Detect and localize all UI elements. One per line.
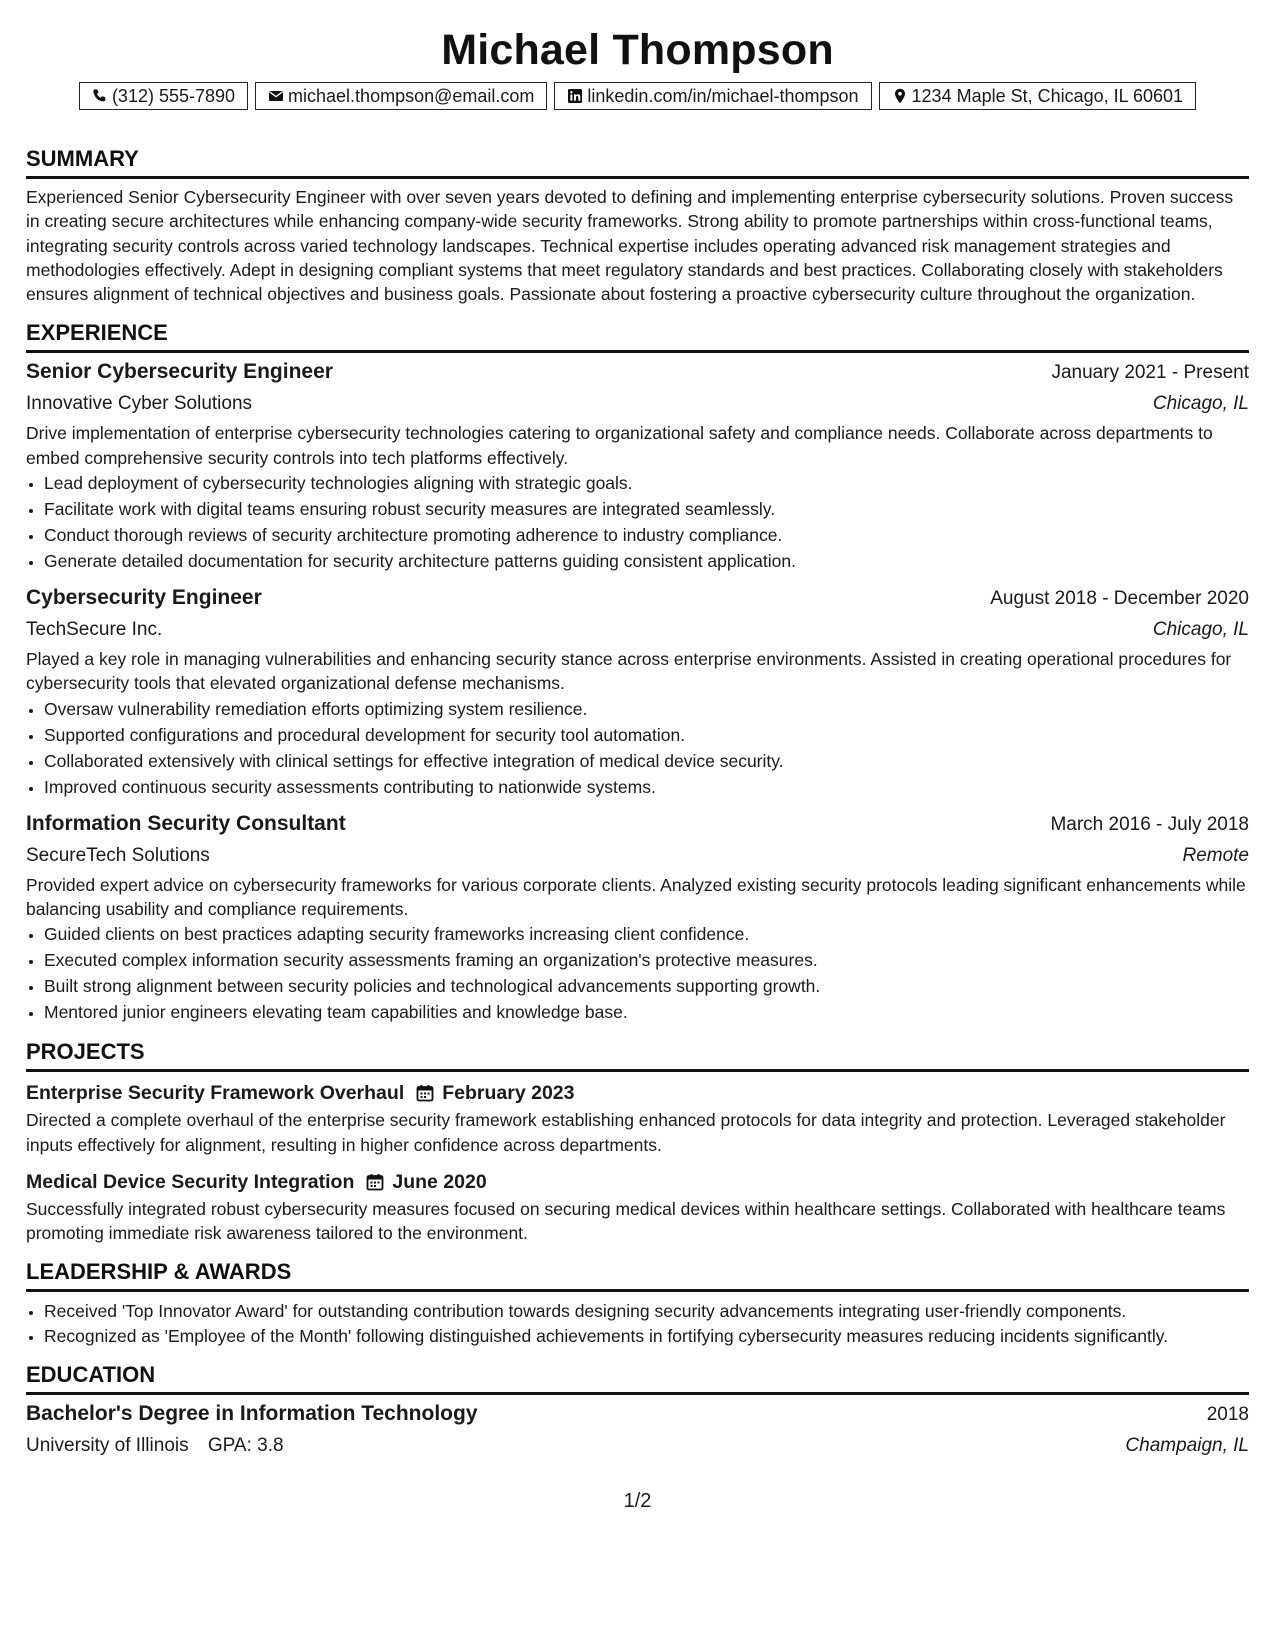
list-item: • Built strong alignment between security policies and technological advancements supporting growth. (44, 973, 1249, 999)
job-description: Drive implementation of enterprise cybersecurity technologies catering to organizational safety and compliance needs. Collaborate across departments to embed comprehensive security controls into tech platforms effectively. (26, 423, 1213, 468)
project-date: February 2023 (442, 1082, 575, 1105)
job-bullets (26, 921, 1249, 1025)
calendar-icon (366, 1173, 384, 1191)
list-item: • Collaborated extensively with clinical settings for effective integration of medical device security. (44, 748, 1249, 774)
address-text: 1234 Maple St, Chicago, IL 60601 (911, 85, 1184, 106)
list-item: • Facilitate work with digital teams ensuring robust security measures are integrated seamlessly. (44, 496, 1249, 522)
project-name: Medical Device Security Integration (26, 1170, 355, 1193)
phone-text: (312) 555-7890 (111, 85, 236, 106)
projects-heading: PROJECTS (26, 1039, 1249, 1072)
list-item: • Supported configurations and procedural development for security tool automation. (44, 722, 1249, 748)
phone-contact[interactable] (79, 82, 248, 110)
graduation-year: 2018 (1206, 1404, 1249, 1426)
education-section (26, 1362, 1249, 1461)
summary-section (26, 146, 1249, 306)
list-item: • Executed complex information security assessments framing an organization's protective measures. (44, 947, 1249, 973)
experience-section (26, 320, 1249, 1025)
map-marker-icon (892, 88, 908, 104)
summary-heading: SUMMARY (26, 146, 1249, 179)
school-name: University of Illinois (26, 1435, 189, 1457)
job-title: Cybersecurity Engineer (26, 586, 262, 610)
job-entry (26, 357, 1249, 574)
gpa: GPA: 3.8 (207, 1435, 284, 1457)
summary-text: Experienced Senior Cybersecurity Engineer with over seven years devoted to defining and implementing enterprise cybersecurity solutions. Proven success in creating secure architectures while enhancing company-wide security frameworks. Strong ability to promote partnerships within cross-functional teams, integrating security controls across varied technology landscapes. Technical expertise includes operating advanced risk management strategies and methodologies effectively. Adept in designing compliant systems that meet regulatory standards and best practices. Collaborating closely with stakeholders ensures alignment of technical objectives and business goals. Passionate about fostering a proactive cybersecurity culture throughout the organization. (26, 187, 1234, 305)
linkedin-icon (567, 88, 583, 104)
awards-list (26, 1298, 1249, 1348)
job-bullets (26, 696, 1249, 800)
job-entry (26, 809, 1249, 1026)
job-dates: January 2021 - Present (1051, 362, 1249, 384)
project-date: June 2020 (392, 1170, 487, 1193)
project-description: Directed a complete overhaul of the enterprise security framework establishing enhanced protocols for data integrity and protection. Leveraged stakeholder inputs effectively for alignment, resulting in higher confidence across departments. (26, 1110, 1226, 1155)
email-contact[interactable] (255, 82, 547, 110)
list-item: • Recognized as 'Employee of the Month' following distinguished achievements in fortifying cybersecurity measures reducing incidents significantly. (44, 1324, 1249, 1348)
phone-icon (92, 88, 108, 104)
job-location: Chicago, IL (1152, 393, 1249, 415)
experience-heading: EXPERIENCE (26, 320, 1249, 353)
list-item: • Oversaw vulnerability remediation efforts optimizing system resilience. (44, 696, 1249, 722)
job-location: Chicago, IL (1152, 619, 1249, 641)
project-description: Successfully integrated robust cybersecurity measures focused on securing medical devices within healthcare settings. Collaborated with healthcare teams promoting immediate risk awareness tailored to the environment. (26, 1198, 1226, 1244)
projects-section (26, 1039, 1249, 1245)
job-title: Senior Cybersecurity Engineer (26, 360, 333, 384)
email-text: michael.thompson@email.com (288, 85, 535, 106)
project-name: Enterprise Security Framework Overhaul (26, 1082, 405, 1105)
linkedin-contact[interactable] (554, 82, 871, 110)
linkedin-text: linkedin.com/in/michael-thompson (587, 85, 859, 106)
job-location: Remote (1182, 844, 1249, 866)
job-dates: March 2016 - July 2018 (1050, 813, 1249, 835)
page-number: 1/2 (623, 1490, 652, 1512)
job-entry (26, 583, 1249, 800)
job-bullets (26, 470, 1249, 574)
calendar-icon (416, 1084, 434, 1102)
envelope-icon (268, 88, 284, 104)
candidate-name: Michael Thompson (441, 26, 834, 74)
list-item: • Lead deployment of cybersecurity technologies aligning with strategic goals. (44, 470, 1249, 496)
degree-title: Bachelor's Degree in Information Technology (26, 1402, 478, 1426)
project-entry (26, 1078, 1249, 1157)
list-item: • Received 'Top Innovator Award' for outstanding contribution towards designing security advancements integrating user-friendly components. (44, 1298, 1249, 1324)
job-description: Provided expert advice on cybersecurity frameworks for various corporate clients. Analyzed existing security protocols leading significant enhancements while balancing usability and compliance requirements. (26, 874, 1246, 919)
list-item: • Conduct thorough reviews of security architecture promoting adherence to industry compliance. (44, 522, 1249, 548)
job-title: Information Security Consultant (26, 811, 346, 835)
list-item: • Guided clients on best practices adapting security frameworks increasing client confidence. (44, 921, 1249, 947)
leadership-heading: LEADERSHIP & AWARDS (26, 1259, 1249, 1292)
job-company: Innovative Cyber Solutions (26, 393, 253, 415)
job-company: TechSecure Inc. (26, 619, 163, 641)
project-entry (26, 1167, 1249, 1246)
contact-bar (26, 82, 1249, 110)
school-location: Champaign, IL (1125, 1435, 1249, 1457)
education-heading: EDUCATION (26, 1362, 1249, 1395)
list-item: • Improved continuous security assessments contributing to nationwide systems. (44, 774, 1249, 800)
job-company: SecureTech Solutions (26, 844, 210, 866)
list-item: • Mentored junior engineers elevating team capabilities and knowledge base. (44, 999, 1249, 1025)
leadership-section (26, 1259, 1249, 1348)
job-description: Played a key role in managing vulnerabilities and enhancing security stance across enterprise environments. Assisted in creating operational procedures for cybersecurity tools that elevated organizational defense mechanisms. (26, 649, 1232, 694)
job-dates: August 2018 - December 2020 (990, 588, 1249, 610)
address-contact[interactable] (879, 82, 1197, 110)
list-item: • Generate detailed documentation for security architecture patterns guiding consistent application. (44, 548, 1249, 574)
